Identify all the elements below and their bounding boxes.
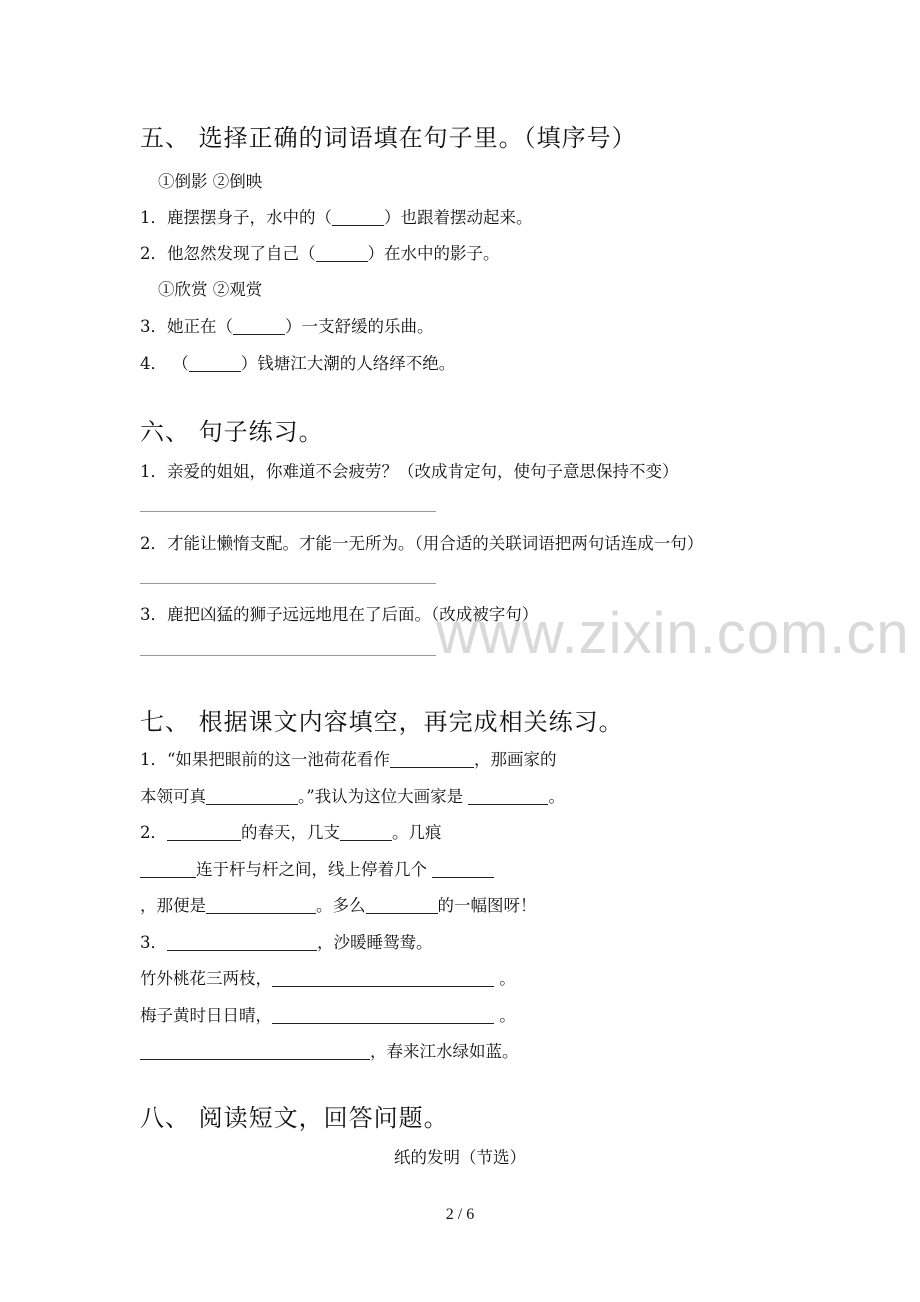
watermark: www.zixin.com.cn <box>436 601 910 666</box>
fill-line-1: 1．“如果把眼前的这一池荷花看作 ，那画家的 <box>140 750 557 769</box>
page-number: 2 / 6 <box>445 1206 475 1223</box>
blank[interactable] <box>140 1043 370 1061</box>
blank[interactable] <box>340 824 392 842</box>
passage-title: 纸的发明（节选） <box>394 1148 526 1167</box>
fill-line-2: 本领可真 。”我认为这位大画家是 。 <box>140 787 565 806</box>
question-6-2: 2．才能让懒惰支配。才能一无所为。（用合适的关联词语把两句话连成一句） <box>140 534 704 553</box>
options-1: ①倒影 ②倒映 <box>158 172 263 191</box>
blank[interactable] <box>432 861 494 879</box>
section-5-heading: 五、 选择正确的词语填在句子里。（填序号） <box>140 124 637 152</box>
blank[interactable] <box>332 209 384 227</box>
fill-line-7: 竹外桃花三两枝， 。 <box>140 969 516 988</box>
question-5-4: 4． （ ）钱塘江大潮的人络绎不绝。 <box>140 354 456 373</box>
blank[interactable] <box>167 934 317 952</box>
options-2: ①欣赏 ②观赏 <box>158 280 263 299</box>
blank[interactable] <box>272 1007 494 1025</box>
fill-line-6: 3． ，沙暖睡鸳鸯。 <box>140 933 433 952</box>
fill-line-4: 连于杆与杆之间，线上停着几个 <box>140 856 494 880</box>
blank[interactable] <box>233 318 285 336</box>
blank[interactable] <box>390 751 474 769</box>
question-6-3: 3．鹿把凶猛的狮子远远地甩在了后面。（改成被字句） <box>140 605 539 624</box>
fill-line-3: 2． 的春天，几支 。几痕 <box>140 823 442 842</box>
blank[interactable] <box>189 355 241 373</box>
question-6-1: 1．亲爱的姐姐，你难道不会疲劳？（改成肯定句，使句子意思保持不变） <box>140 462 679 481</box>
blank[interactable] <box>206 788 298 806</box>
section-6-heading: 六、 句子练习。 <box>140 418 324 446</box>
blank[interactable] <box>140 861 196 879</box>
blank[interactable] <box>167 824 241 842</box>
section-8-heading: 八、 阅读短文，回答问题。 <box>140 1104 449 1132</box>
question-5-3: 3．她正在（ ）一支舒缓的乐曲。 <box>140 317 434 336</box>
section-7-heading: 七、 根据课文内容填空，再完成相关练习。 <box>140 708 624 736</box>
answer-line[interactable] <box>140 583 436 584</box>
blank[interactable] <box>468 788 548 806</box>
blank[interactable] <box>366 897 438 915</box>
question-5-2: 2．他忽然发现了自己（ ）在水中的影子。 <box>140 244 500 263</box>
fill-line-9: ，春来江水绿如蓝。 <box>140 1038 519 1062</box>
blank[interactable] <box>272 970 494 988</box>
blank[interactable] <box>206 897 316 915</box>
fill-line-5: ，那便是 。多么 的一幅图呀！ <box>140 896 537 915</box>
question-5-1: 1．鹿摆摆身子，水中的（ ）也跟着摆动起来。 <box>140 208 533 227</box>
answer-line[interactable] <box>140 511 436 512</box>
blank[interactable] <box>316 245 368 263</box>
answer-line[interactable] <box>140 655 436 656</box>
fill-line-8: 梅子黄时日日晴， 。 <box>140 1006 516 1025</box>
